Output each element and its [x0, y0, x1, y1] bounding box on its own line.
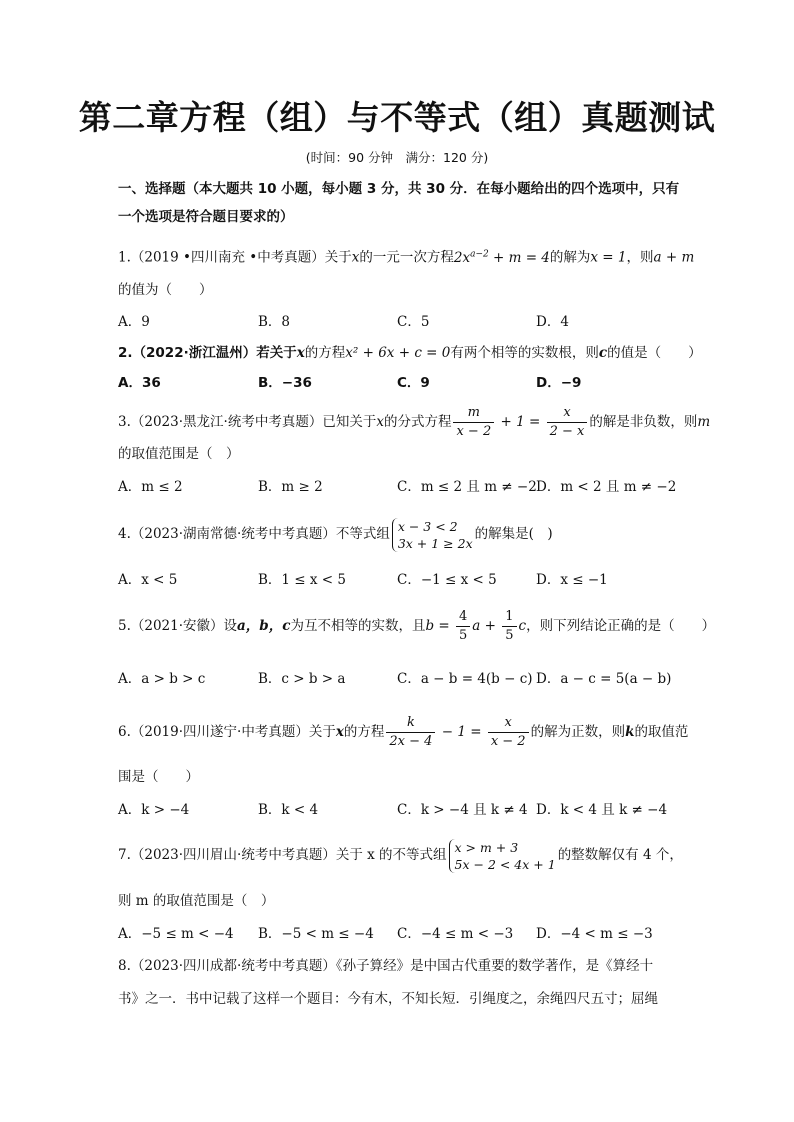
- q1-option-c: C．5: [397, 314, 430, 330]
- q7-option-b: B．−5 < m ≤ −4: [258, 926, 374, 942]
- q1-var-x: x: [351, 249, 360, 266]
- q5-frac1-numerator: 4: [456, 608, 470, 627]
- q7-option-d: D．−4 < m ≤ −3: [536, 926, 653, 942]
- q6-option-a: A．k > −4: [118, 802, 190, 818]
- q2-text: 的方程: [304, 345, 346, 361]
- question-2: [118, 342, 702, 364]
- section-heading-line1: 一、选择题（本大题共 10 小题，每小题 3 分，共 30 分．在每小题给出的四个选项中，只有: [118, 181, 680, 197]
- q2-option-c: C．9: [397, 375, 430, 391]
- q1-text2: 的解为: [549, 249, 591, 266]
- q5-option-d: D．a − c = 5(a − b): [536, 671, 672, 687]
- q5-vars: a，b，c: [237, 618, 291, 634]
- q4-inequality-system: [392, 518, 473, 552]
- q7-inequality-system: [449, 839, 556, 873]
- q3-option-a: A．m ≤ 2: [118, 479, 183, 495]
- q2-var-x: x: [296, 345, 305, 361]
- q4-prefix: 4.（2023·湖南常德·统考中考真题）不等式组: [118, 526, 390, 542]
- q2-var-c: c: [598, 345, 608, 361]
- q3-frac2-denominator: 2 − x: [549, 424, 585, 439]
- q3-text: 的分式方程: [383, 414, 452, 430]
- q7-option-a: A．−5 ≤ m < −4: [118, 926, 234, 942]
- q3-frac1-denominator: x − 2: [456, 424, 492, 439]
- q6-frac1-denominator: 2x − 4: [389, 734, 433, 749]
- q2-equation: x² + 6x + c = 0: [345, 345, 451, 361]
- q3-prefix: 3.（2023·黑龙江·统考中考真题）已知关于: [118, 414, 377, 430]
- page-subtitle: (时间：90 分钟 满分：120 分): [305, 150, 489, 165]
- q6-option-c: C．k > −4 且 k ≠ 4: [397, 802, 528, 818]
- q6-text3: 的取值范: [634, 724, 689, 740]
- q5-option-c: C．a − b = 4(b − c): [397, 671, 533, 687]
- q1-expression: a + m: [653, 249, 695, 266]
- q6-text2: 的解为正数，则: [530, 724, 626, 740]
- q4-option-d: D．x ≤ −1: [536, 572, 608, 588]
- q6-var-x: x: [335, 724, 344, 740]
- q1-option-d: D．4: [536, 314, 569, 330]
- q5-c: c: [518, 618, 527, 634]
- q7-text: 的整数解仅有 4 个，: [557, 847, 683, 863]
- q6-prefix: 6.（2019·四川遂宁·中考真题）关于: [118, 724, 336, 740]
- q3-frac2-numerator: x: [547, 404, 588, 423]
- section-heading-line2: 一个选项是符合题目要求的）: [118, 209, 294, 225]
- q6-option-d: D．k < 4 且 k ≠ −4: [536, 802, 668, 818]
- q7-inequality-1: x > m + 3: [454, 839, 519, 855]
- question-8-line1: 8.（2023·四川成都·统考中考真题）《孙子算经》是中国古代重要的数学著作，是《算经十: [118, 958, 654, 974]
- q3-option-b: B．m ≥ 2: [258, 479, 323, 495]
- q1-equation: [454, 250, 550, 266]
- q5-text2: ，则下列结论正确的是（ ）: [526, 618, 716, 634]
- q6-text: 的方程: [343, 724, 385, 740]
- q5-frac2-numerator: 1: [502, 608, 516, 627]
- question-4: [118, 514, 553, 554]
- q1-eq-exponent: a−2: [470, 249, 489, 259]
- q5-frac1-denominator: 5: [459, 628, 468, 643]
- q7-inequality-2: 5x − 2 < 4x + 1: [454, 856, 556, 872]
- q5-a: a +: [472, 618, 501, 634]
- q6-frac2-denominator: x − 2: [490, 734, 526, 749]
- q3-option-c: C．m ≤ 2 且 m ≠ −2: [397, 479, 537, 495]
- question-8-line2: 书》之一．书中记载了这样一个题目：今有木，不知长短．引绳度之，余绳四尺五寸；屈绳: [118, 991, 658, 1007]
- q4-option-b: B．1 ≤ x < 5: [258, 572, 347, 588]
- q6-frac1-numerator: k: [386, 714, 435, 733]
- q6-var-k: k: [625, 724, 635, 740]
- q1-option-a: A．9: [118, 314, 150, 330]
- q5-text: 为互不相等的实数，且: [290, 618, 426, 634]
- q3-fraction-1: [453, 404, 494, 441]
- question-5: [118, 606, 715, 646]
- q6-fraction-1: [386, 714, 435, 751]
- q1-prefix: 1.（2019 •四川南充 •中考真题）关于: [118, 249, 352, 266]
- q1-text: 的一元一次方程: [359, 249, 454, 266]
- question-3: [118, 402, 710, 442]
- q5-option-a: A．a > b > c: [118, 671, 206, 687]
- q6-fraction-2: [488, 714, 529, 751]
- q5-fraction-1: [456, 608, 470, 645]
- q2-option-b: B．−36: [258, 375, 312, 391]
- q1-option-b: B．8: [258, 314, 291, 330]
- q2-prefix: 2.（2022·浙江温州）若关于: [118, 345, 297, 361]
- q3-var-m: m: [697, 414, 711, 430]
- question-7-line2: 则 m 的取值范围是（ ）: [118, 893, 275, 909]
- q5-frac2-denominator: 5: [505, 628, 514, 643]
- q6-option-b: B．k < 4: [258, 802, 319, 818]
- q1-eq-rest: + m = 4: [488, 249, 550, 266]
- q3-plus: + 1 =: [496, 414, 545, 430]
- q3-text2: 的解是非负数，则: [589, 414, 698, 430]
- q3-frac1-numerator: m: [453, 404, 494, 423]
- q5-option-b: B．c > b > a: [258, 671, 346, 687]
- q4-option-a: A．x < 5: [118, 572, 178, 588]
- q3-fraction-2: [547, 404, 588, 441]
- question-6: [118, 712, 688, 752]
- q4-inequality-1: x − 3 < 2: [397, 518, 458, 534]
- q4-inequality-2: 3x + 1 ≥ 2x: [397, 535, 473, 551]
- q1-text3: ，则: [626, 249, 654, 266]
- q2-text2: 有两个相等的实数根，则: [450, 345, 599, 361]
- q4-option-c: C．−1 ≤ x < 5: [397, 572, 497, 588]
- q1-solution: x = 1: [590, 249, 627, 266]
- q5-b: b =: [425, 618, 454, 634]
- q7-option-c: C．−4 ≤ m < −3: [397, 926, 514, 942]
- question-6-line2: 围是（ ）: [118, 769, 199, 785]
- page-title: 第二章方程（组）与不等式（组）真题测试: [78, 98, 716, 137]
- q2-text3: 的值是（ ）: [607, 345, 702, 361]
- q6-frac2-numerator: x: [488, 714, 529, 733]
- question-1: [118, 243, 694, 269]
- q3-option-d: D．m < 2 且 m ≠ −2: [536, 479, 677, 495]
- q2-option-d: D．−9: [536, 375, 582, 391]
- q5-fraction-2: [502, 608, 516, 645]
- q4-text: 的解集是( ): [474, 526, 553, 542]
- q6-minus: − 1 =: [437, 724, 486, 740]
- question-3-line2: 的取值范围是（ ）: [118, 446, 240, 462]
- question-1-line2: 的值为（ ）: [118, 282, 213, 298]
- q7-prefix: 7.（2023·四川眉山·统考中考真题）关于 x 的不等式组: [118, 847, 447, 863]
- question-7: [118, 835, 683, 875]
- q2-option-a: A．36: [118, 375, 161, 391]
- q1-eq-base: 2x: [453, 249, 471, 266]
- q5-prefix: 5.（2021·安徽）设: [118, 618, 238, 634]
- q3-var-x: x: [376, 414, 384, 430]
